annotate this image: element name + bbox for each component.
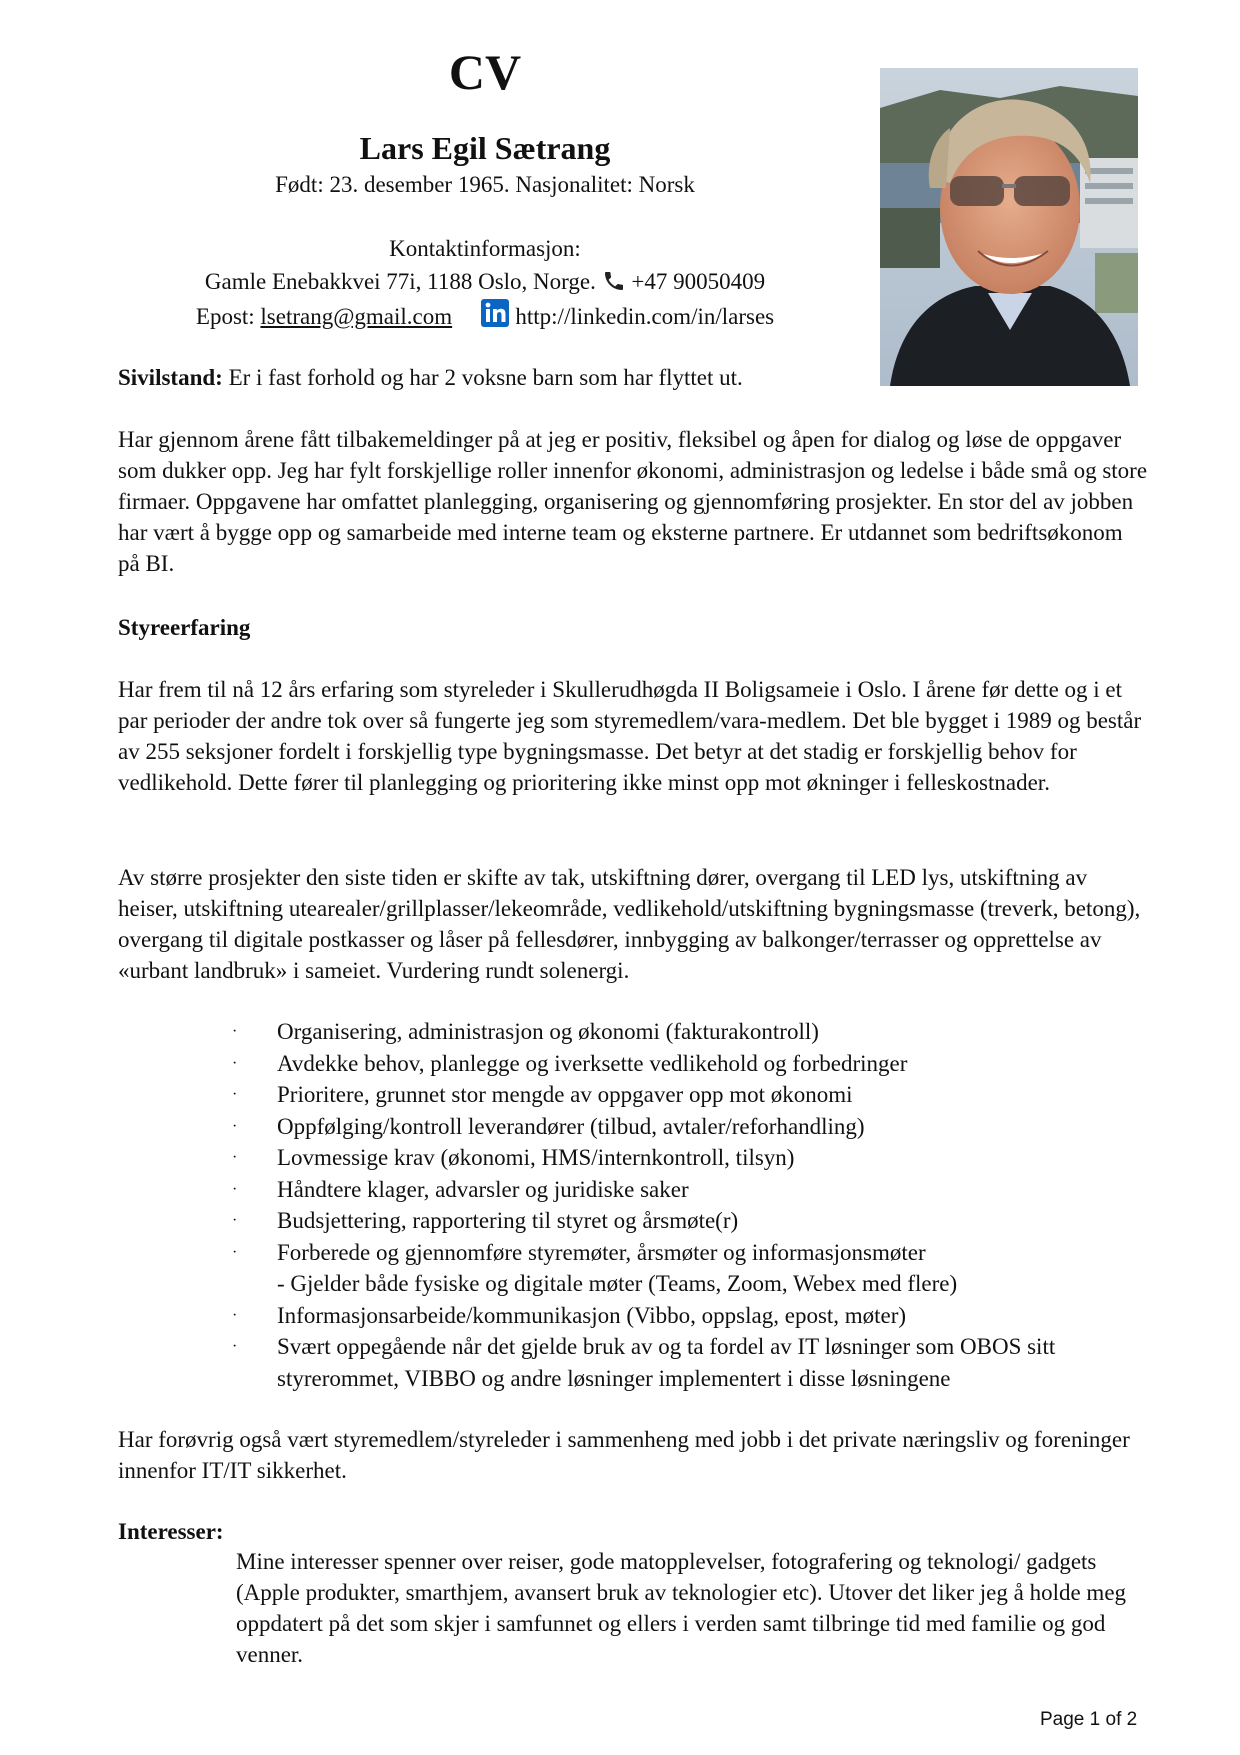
list-item-subtext: - Gjelder både fysiske og digitale møter (Teams, Zoom, Webex med flere) bbox=[277, 1271, 958, 1296]
document-title: CV bbox=[448, 44, 522, 100]
civil-status-text: Er i fast forhold og har 2 voksne barn som har flyttet ut. bbox=[228, 365, 743, 390]
list-item bbox=[232, 1111, 1152, 1143]
list-item-text: Svært oppegående når det gjelde bruk av og ta fordel av IT løsninger som OBOS sitt styrerommet, VIBBO og andre løsninger implementert i disse løsningene bbox=[277, 1334, 1056, 1391]
board-paragraph-3: Har forøvrig også vært styremedlem/styreleder i sammenheng med jobb i det private næringsliv og foreninger innenfor IT/IT sikkerhet. bbox=[118, 1427, 1130, 1483]
list-item bbox=[232, 1048, 1152, 1080]
board-paragraph-2: Av større prosjekter den siste tiden er skifte av tak, utskiftning dører, overgang til LED lys, utskiftning av heiser, utskiftning utearealer/grillplasser/lekeområde, vedlikehold/utskiftning bygningsmasse (treverk, betong), overgang til digitale postkasser og låser på fellesdører, innbygging av balkonger/terrasser og opprettelse av «urbant landbruk» i sameiet. Vurdering rundt solenergi. bbox=[118, 865, 1141, 983]
intro-paragraph: Har gjennom årene fått tilbakemeldinger på at jeg er positiv, fleksibel og åpen for dialog og løse de oppgaver som dukker opp. Jeg har fylt forskjellige roller innenfor økonomi, administrasjon og ledelse i både små og store firmaer. Oppgavene har omfattet planlegging, organisering og gjennomføring prosjekter. En stor del av jobben har vært å bygge opp og samarbeide med interne team og eksterne partnere. Er utdannet som bedriftsøkonom på BI. bbox=[118, 427, 1148, 576]
list-item bbox=[232, 1331, 1152, 1394]
person-name: Lars Egil Sætrang bbox=[359, 130, 611, 166]
civil-status bbox=[118, 362, 1148, 393]
bullet-marker: · bbox=[232, 1243, 238, 1261]
bullet-marker: · bbox=[232, 1086, 238, 1103]
list-item-text: Lovmessige krav (økonomi, HMS/internkontroll, tilsyn) bbox=[277, 1145, 795, 1170]
board-task-list bbox=[232, 1016, 1152, 1394]
list-item-text: Forberede og gjennomføre styremøter, årsmøter og informasjonsmøter bbox=[277, 1239, 926, 1265]
bullet-marker: · bbox=[232, 1054, 238, 1072]
list-item bbox=[232, 1174, 1152, 1206]
board-heading: Styreerfaring bbox=[118, 615, 251, 640]
interests-heading: Interesser: bbox=[118, 1519, 224, 1544]
civil-status-label: Sivilstand: bbox=[118, 365, 223, 390]
list-item bbox=[232, 1016, 1152, 1048]
address-text: Gamle Enebakkvei 77i, 1188 Oslo, Norge. bbox=[204, 269, 596, 294]
list-item-text: Oppfølging/kontroll leverandører (tilbud, avtaler/reforhandling) bbox=[277, 1113, 865, 1139]
born-line: Født: 23. desember 1965. Nasjonalitet: Norsk bbox=[275, 172, 695, 197]
list-item-text: Avdekke behov, planlegge og iverksette vedlikehold og forbedringer bbox=[277, 1050, 908, 1076]
bullet-marker: · bbox=[232, 1117, 238, 1135]
bullet-marker: · bbox=[232, 1306, 238, 1324]
linkedin-url[interactable]: http://linkedin.com/in/larses bbox=[515, 304, 775, 329]
list-item-text: Håndtere klager, advarsler og juridiske saker bbox=[277, 1176, 689, 1202]
email-link[interactable]: lsetrang@gmail.com bbox=[260, 304, 453, 329]
bullet-marker: · bbox=[232, 1149, 238, 1166]
bullet-marker: · bbox=[232, 1338, 238, 1355]
interests-text: Mine interesser spenner over reiser, gode matopplevelser, fotografering og teknologi/ gadgets (Apple produkter, smarthjem, avansert bruk av teknologier etc). Utover det liker jeg å holde meg oppdatert på det som skjer i samfunnet og ellers i verden samt tilbringe tid med familie og god venner. bbox=[236, 1549, 1127, 1667]
list-item bbox=[232, 1300, 1152, 1332]
email-label: Epost: bbox=[195, 304, 255, 329]
bullet-marker: · bbox=[232, 1180, 238, 1198]
bullet-marker: · bbox=[232, 1212, 238, 1229]
list-item bbox=[232, 1142, 1152, 1174]
list-item-text: Prioritere, grunnet stor mengde av oppgaver opp mot økonomi bbox=[277, 1082, 853, 1107]
email-linkedin-line bbox=[0, 298, 970, 338]
profile-photo bbox=[880, 68, 1138, 386]
phone-number: +47 90050409 bbox=[631, 269, 766, 294]
bullet-marker: · bbox=[232, 1023, 238, 1040]
list-item bbox=[232, 1237, 1152, 1300]
list-item bbox=[232, 1205, 1152, 1237]
list-item-text: Organisering, administrasjon og økonomi (fakturakontroll) bbox=[277, 1019, 819, 1044]
linkedin-icon[interactable] bbox=[480, 298, 510, 338]
list-item-text: Budsjettering, rapportering til styret og årsmøte(r) bbox=[277, 1208, 739, 1233]
list-item-text: Informasjonsarbeide/kommunikasjon (Vibbo, oppslag, epost, møter) bbox=[277, 1302, 907, 1328]
contact-heading: Kontaktinformasjon: bbox=[389, 236, 581, 261]
list-item bbox=[232, 1079, 1152, 1111]
board-paragraph-1: Har frem til nå 12 års erfaring som styreleder i Skullerudhøgda II Boligsameie i Oslo. I årene før dette og i et par perioder der andre tok over så fungerte jeg som styremedlem/vara-medlem. Det ble bygget i 1989 og består av 255 seksjoner fordelt i forskjellig type bygningsmasse. Det betyr at det stadig er forskjellig behov for vedlikehold. Dette fører til planlegging og prioritering ikke minst opp mot økninger i felleskostnader. bbox=[118, 677, 1142, 795]
page-number: Page 1 of 2 bbox=[1040, 1709, 1138, 1730]
